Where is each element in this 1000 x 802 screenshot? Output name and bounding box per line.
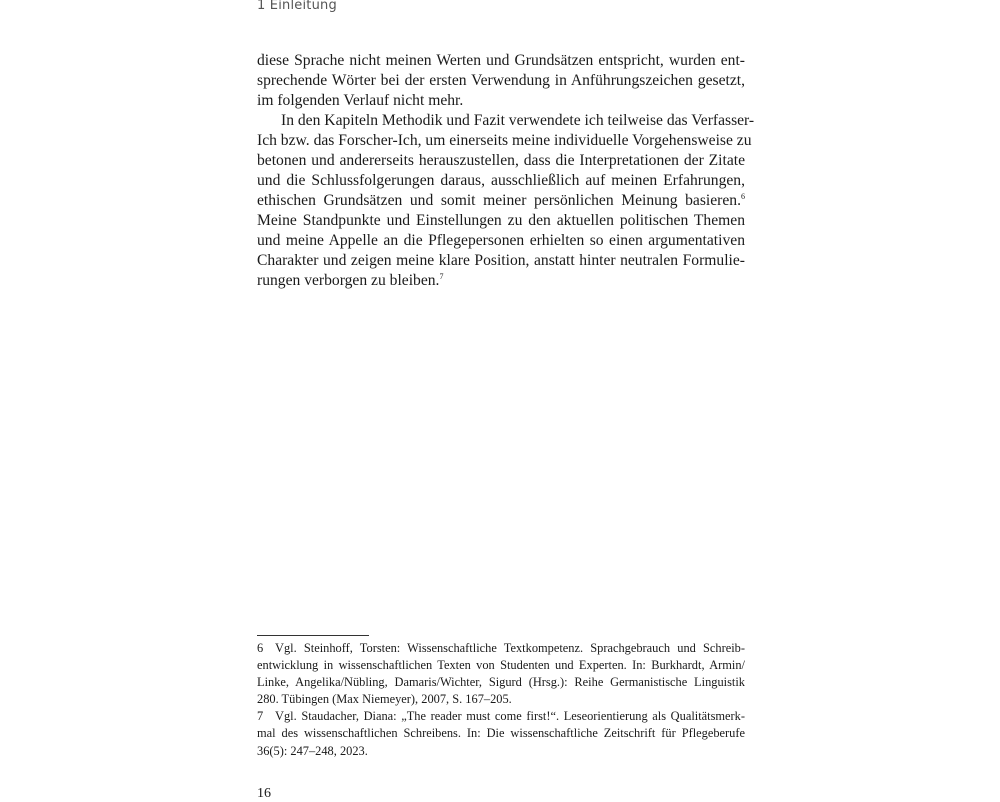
text-line: diese Sprache nicht meinen Werten und Grundsätzen entspricht, wurden ent- xyxy=(257,52,745,69)
text-line: und die Schlussfolgerungen daraus, ausschließlich auf meinen Erfahrungen, xyxy=(257,172,745,189)
text-line: Meine Standpunkte und Einstellungen zu den aktuellen politischen Themen xyxy=(257,212,745,229)
footnote-text: Vgl. Steinhoff, Torsten: Wissenschaftliche Textkompetenz. Sprachgebrauch und Schreib- xyxy=(275,641,745,655)
text-line: sprechende Wörter bei der ersten Verwendung in Anführungszeichen gesetzt, xyxy=(257,72,745,89)
text-line-with-ref xyxy=(257,271,745,291)
running-head: 1 Einleitung xyxy=(257,0,337,13)
footnote-number: 6 xyxy=(257,641,264,655)
text-line: In den Kapiteln Methodik und Fazit verwendete ich teilweise das Verfasser- xyxy=(281,112,755,129)
footnote-line: 36(5): 247–248, 2023. xyxy=(257,743,368,758)
footnote-line: Linke, Angelika/Nübling, Damaris/Wichter, Sigurd (Hrsg.): Reihe Germanistische Linguistik xyxy=(257,675,745,690)
footnote-line: 280. Tübingen (Max Niemeyer), 2007, S. 167–205. xyxy=(257,692,512,707)
footnotes xyxy=(257,640,745,760)
footnote-line xyxy=(257,640,745,657)
text-line-with-ref xyxy=(257,191,745,211)
footnote-number: 7 xyxy=(257,709,264,724)
footnote-line: entwicklung in wissenschaftlichen Texten von Studenten und Experten. In: Burkhardt, Armin/ xyxy=(257,658,745,673)
footnote-ref-6[interactable]: 6 xyxy=(741,192,745,201)
body-text xyxy=(257,51,755,291)
footnote-line: mal des wissenschaftlichen Schreibens. In: Die wissenschaftliche Zeitschrift für Pflegeberufe xyxy=(257,726,745,741)
text-line: im folgenden Verlauf nicht mehr. xyxy=(257,92,464,109)
text-line: rungen verborgen zu bleiben. xyxy=(257,272,440,289)
footnote-6 xyxy=(257,640,745,708)
text-line: betonen und andererseits herauszustellen, dass die Interpretationen der Zitate xyxy=(257,152,745,169)
text-line: ethischen Grundsätzen und somit meiner persönlichen Meinung basieren. xyxy=(257,192,741,209)
footnote-text: Vgl. Staudacher, Diana: „The reader must come first!“. Leseorientierung als Qualitätsmerk- xyxy=(275,709,745,724)
text-line: Ich bzw. das Forscher-Ich, um einerseits meine individuelle Vorgehensweise zu xyxy=(257,132,752,149)
text-line: und meine Appelle an die Pflegepersonen erhielten so einen argumentativen xyxy=(257,232,745,249)
footnote-line xyxy=(257,708,745,725)
footnote-7 xyxy=(257,708,745,759)
text-line: Charakter und zeigen meine klare Position, anstatt hinter neutralen Formulie- xyxy=(257,252,745,269)
footnote-ref-7[interactable]: 7 xyxy=(439,272,444,281)
paragraph-1 xyxy=(257,51,745,111)
footnote-divider xyxy=(257,635,369,636)
paragraph-2 xyxy=(257,111,755,291)
page-number: 16 xyxy=(257,786,271,801)
